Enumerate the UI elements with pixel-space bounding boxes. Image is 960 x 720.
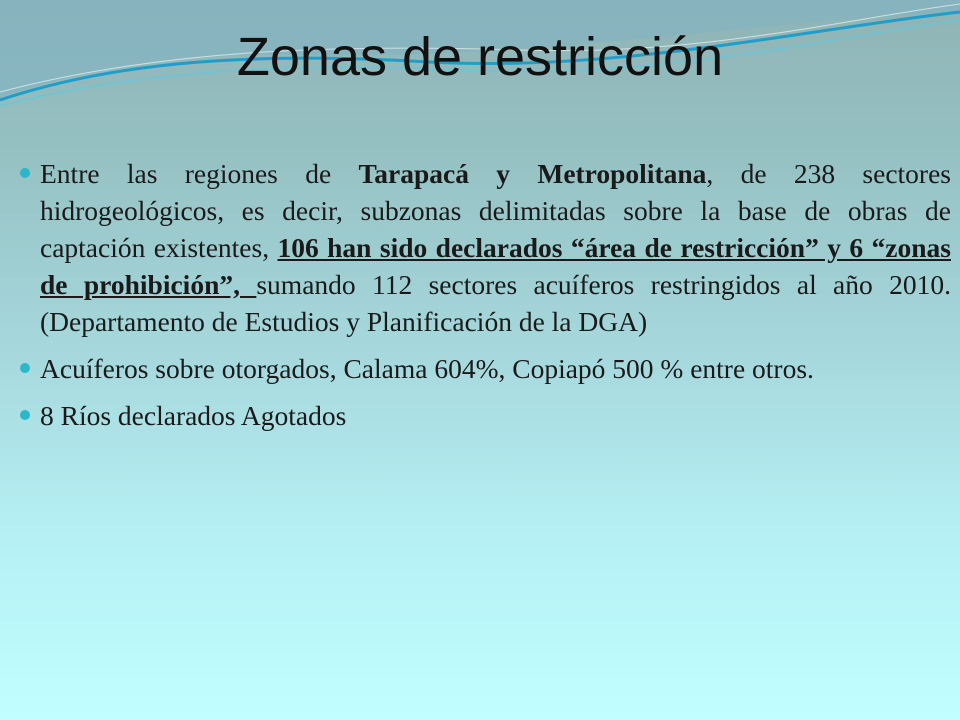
emphasized-segment: 106 han sido declarados “área de restricción” y 6 “zonas de prohibición”, [40,232,951,300]
bullet-icon [20,168,30,178]
slide-title: Zonas de restricción [236,27,724,87]
bullet-text [40,350,951,387]
bold-segment: Tarapacá y Metropolitana [358,158,707,189]
bullet-item [20,350,951,387]
text-segment: 8 Ríos declarados Agotados [40,400,347,431]
bullet-icon [20,410,30,420]
underlined-space [240,269,256,300]
bullet-list [20,155,951,444]
bullet-item [20,155,951,340]
text-segment: , de 238 sectores hidrogeológicos, es decir, subzonas delimitadas sobre la base de obras de captación existentes, [40,158,951,263]
text-segment: Entre las regiones de [40,158,359,189]
text-segment: sumando 112 sectores acuíferos restringidos al año 2010. (Departamento de Estudios y Planificación de la DGA) [40,269,951,337]
text-segment: Acuíferos sobre otorgados, Calama 604%, Copiapó 500 % entre otros. [40,353,814,384]
bullet-item [20,397,951,434]
bullet-text [40,155,951,340]
bullet-icon [20,363,30,373]
bullet-text [40,397,951,434]
